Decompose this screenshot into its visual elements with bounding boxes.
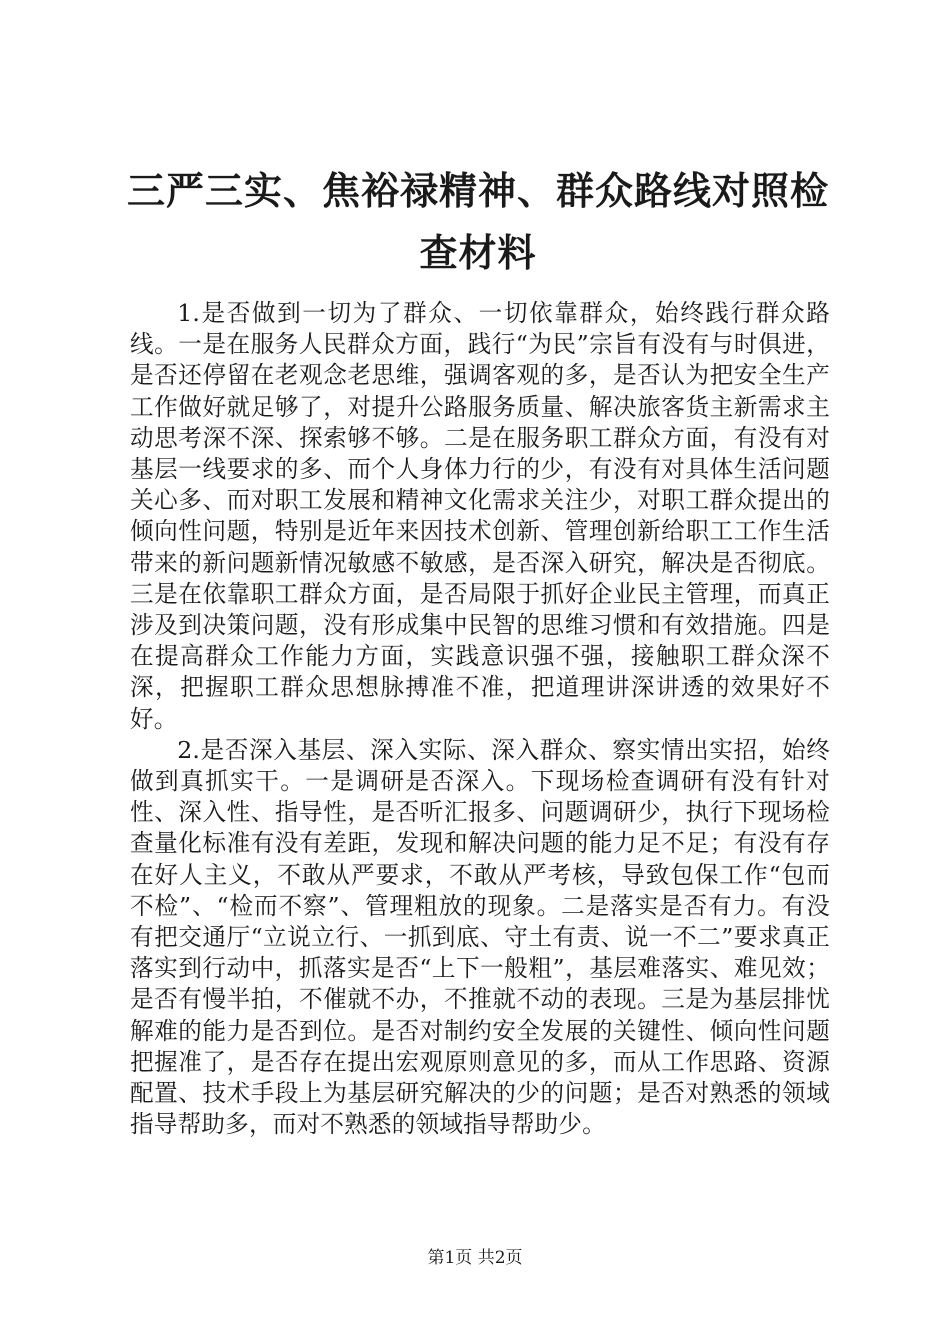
paragraph-1: 1.是否做到一切为了群众、一切依靠群众，始终践行群众路线。一是在服务人民群众方面，践行“为民”宗旨有没有与时俱进，是否还停留在老观念老思维，强调客观的多，是否认为把安全生产工作做好就足够了，对提升公路服务质量、解决旅客货主新需求主动思考深不深、探索够不够。二是在服务职工群众方面，有没有对基层一线要求的多、而个人身体力行的少，有没有对具体生活问题关心多、而对职工发展和精神文化需求关注少，对职工群众提出的倾向性问题，特别是近年来因技术创新、管理创新给职工工作生活带来的新问题新情况敏感不敏感，是否深入研究，解决是否彻底。三是在依靠职工群众方面，是否局限于抓好企业民主管理，而真正涉及到决策问题，没有形成集中民智的思维习惯和有效措施。四是在提高群众工作能力方面，实践意识强不强，接触职工群众深不深，把握职工群众思想脉搏准不准，把道理讲深讲透的效果好不好。 (130, 299, 830, 733)
document-body (130, 298, 830, 1140)
paragraph-2: 2.是否深入基层、深入实际、深入群众、察实情出实招，始终做到真抓实干。一是调研是否深入。下现场检查调研有没有针对性、深入性、指导性，是否听汇报多、问题调研少，执行下现场检查量化标准有没有差距，发现和解决问题的能力足不足；有没有存在好人主义，不敢从严要求，不敢从严考核，导致包保工作“包而不检”、“检而不察”、管理粗放的现象。二是落实是否有力。有没有把交通厅“立说立行、一抓到底、守土有责、说一不二”要求真正落实到行动中，抓落实是否“上下一般粗”，基层难落实、难见效；是否有慢半拍，不催就不办，不推就不动的表现。三是为基层排忧解难的能力是否到位。是否对制约安全发展的关键性、倾向性问题把握准了，是否存在提出宏观原则意见的多，而从工作思路、资源配置、技术手段上为基层研究解决的少的问题；是否对熟悉的领域指导帮助多，而对不熟悉的领域指导帮助少。 (130, 735, 830, 1139)
page-footer: 第1页 共2页 (427, 1248, 523, 1268)
document-title: 三严三实、焦裕禄精神、群众路线对照检查材料 (126, 168, 829, 275)
